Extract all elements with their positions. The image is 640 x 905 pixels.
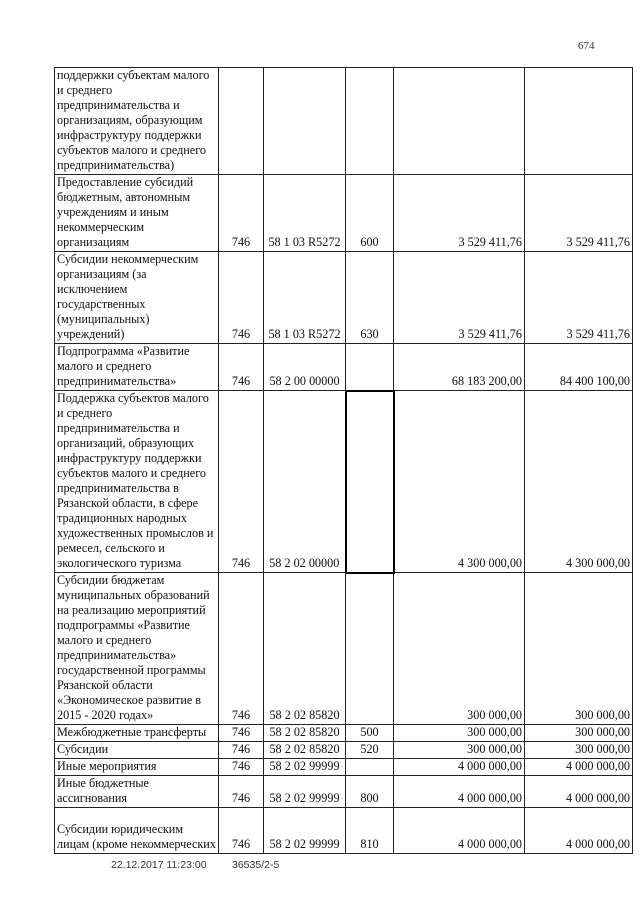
row-sum-2: 4 300 000,00: [525, 391, 633, 573]
row-sum-1: 300 000,00: [394, 725, 525, 742]
row-type: [346, 573, 394, 725]
row-ministry: 746: [219, 808, 264, 854]
row-sum-1: 4 300 000,00: [394, 391, 525, 573]
row-sum-2: 3 529 411,76: [525, 252, 633, 344]
row-sum-2: 300 000,00: [525, 742, 633, 759]
row-name: Иные бюджетные ассигнования: [55, 776, 219, 808]
table-row: [55, 776, 633, 808]
row-code: 58 2 02 00000: [264, 391, 346, 573]
row-sum-1: 4 000 000,00: [394, 776, 525, 808]
row-type: 810: [346, 808, 394, 854]
row-code: 58 2 02 99999: [264, 776, 346, 808]
row-code: 58 2 02 85820: [264, 573, 346, 725]
table-row: [55, 759, 633, 776]
table-row: [55, 252, 633, 344]
row-name: Субсидии: [55, 742, 219, 759]
row-ministry: 746: [219, 776, 264, 808]
row-sum-1: [394, 68, 525, 175]
row-type: 500: [346, 725, 394, 742]
row-ministry: 746: [219, 742, 264, 759]
row-ministry: [219, 68, 264, 175]
row-type: 520: [346, 742, 394, 759]
row-sum-1: 3 529 411,76: [394, 252, 525, 344]
table-row: [55, 175, 633, 252]
row-name: Иные мероприятия: [55, 759, 219, 776]
row-name: Субсидии некоммерческим организациям (за исключением государственных (муниципальных) учреждений): [55, 252, 219, 344]
row-ministry: 746: [219, 252, 264, 344]
row-name: Предоставление субсидий бюджетным, автономным учреждениям и иным некоммерческим организациям: [55, 175, 219, 252]
row-sum-2: 4 000 000,00: [525, 808, 633, 854]
footer-document-id: 36535/2-5: [232, 859, 280, 871]
row-code: 58 2 02 99999: [264, 808, 346, 854]
row-code: 58 2 02 99999: [264, 759, 346, 776]
row-ministry: 746: [219, 573, 264, 725]
row-sum-1: 4 000 000,00: [394, 808, 525, 854]
row-type: [346, 68, 394, 175]
table-row: [55, 344, 633, 391]
row-sum-1: 3 529 411,76: [394, 175, 525, 252]
table-row: [55, 742, 633, 759]
row-sum-2: 3 529 411,76: [525, 175, 633, 252]
row-sum-1: 300 000,00: [394, 573, 525, 725]
row-name: Субсидии бюджетам муниципальных образований на реализацию мероприятий подпрограммы «Развитие малого и среднего предпринимательства» государственной программы Рязанской области «Экономическое развитие в 2015 - 2020 годах»: [55, 573, 219, 725]
row-type: [346, 344, 394, 391]
row-code: 58 2 02 85820: [264, 725, 346, 742]
row-ministry: 746: [219, 344, 264, 391]
budget-table: [54, 67, 633, 854]
row-ministry: 746: [219, 391, 264, 573]
row-type: 800: [346, 776, 394, 808]
table-row: [55, 391, 633, 573]
row-name: Межбюджетные трансферты: [55, 725, 219, 742]
row-sum-1: 300 000,00: [394, 742, 525, 759]
row-code: [264, 68, 346, 175]
page-number: 674: [578, 40, 595, 52]
row-code: 58 1 03 R5272: [264, 252, 346, 344]
footer-datetime: 22.12.2017 11:23:00: [111, 859, 207, 871]
row-ministry: 746: [219, 175, 264, 252]
table-row: [55, 68, 633, 175]
row-sum-2: 4 000 000,00: [525, 776, 633, 808]
row-name: поддержки субъектам малого и среднего предпринимательства и организациям, образующим инфраструктуру поддержки субъектов малого и среднего предпринимательства): [55, 68, 219, 175]
row-sum-1: 4 000 000,00: [394, 759, 525, 776]
row-sum-2: 300 000,00: [525, 725, 633, 742]
row-code: 58 2 00 00000: [264, 344, 346, 391]
row-type: 600: [346, 175, 394, 252]
row-code: 58 1 03 R5272: [264, 175, 346, 252]
row-type: [346, 391, 394, 573]
table-row: [55, 725, 633, 742]
row-name: Поддержка субъектов малого и среднего предпринимательства и организаций, образующих инфраструктуру поддержки субъектов малого и среднего предпринимательства в Рязанской области, в сфере традиционных народных художественных промыслов и ремесел, сельского и экологического туризма: [55, 391, 219, 573]
row-sum-2: [525, 68, 633, 175]
row-sum-2: 4 000 000,00: [525, 759, 633, 776]
row-name: Субсидии юридическим лицам (кроме некоммерческих: [55, 808, 219, 854]
row-ministry: 746: [219, 759, 264, 776]
table-row: [55, 573, 633, 725]
row-name: Подпрограмма «Развитие малого и среднего предпринимательства»: [55, 344, 219, 391]
row-sum-2: 84 400 100,00: [525, 344, 633, 391]
row-type: [346, 759, 394, 776]
table-row: [55, 808, 633, 854]
row-ministry: 746: [219, 725, 264, 742]
row-sum-1: 68 183 200,00: [394, 344, 525, 391]
row-sum-2: 300 000,00: [525, 573, 633, 725]
row-type: 630: [346, 252, 394, 344]
row-code: 58 2 02 85820: [264, 742, 346, 759]
